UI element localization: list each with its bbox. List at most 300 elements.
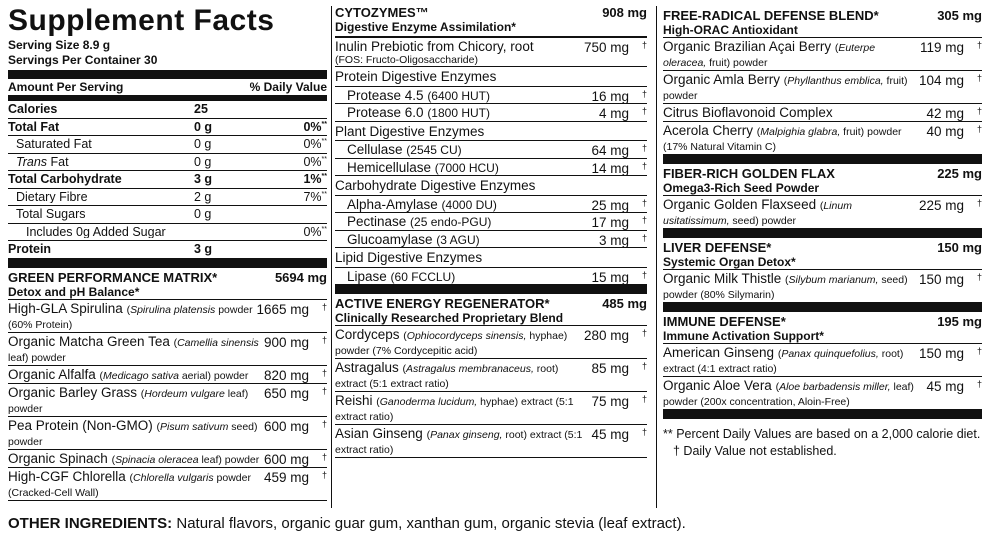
ingredient-qty: 820 mg xyxy=(263,367,309,383)
ingredient-name: Cordyceps xyxy=(335,327,404,342)
enzyme-group-title: Protein Digestive Enzymes xyxy=(335,67,647,87)
ingredient-latin: Panax quinquefolius, xyxy=(781,347,879,360)
ingredient-detail: leaf) powder xyxy=(8,387,249,415)
ingredient-row xyxy=(335,196,647,214)
nutrient-label: Total Carbohydrate xyxy=(8,173,122,186)
nutrient-label: Trans Fat xyxy=(16,155,69,168)
ingredient-paren: ( xyxy=(111,453,116,466)
blend-header xyxy=(663,6,982,37)
dagger-mark: † xyxy=(321,469,327,480)
ingredient-label xyxy=(8,366,264,383)
ingredient-qty: 150 mg xyxy=(918,271,964,287)
enzyme-unit: (2545 CU) xyxy=(406,143,462,157)
ingredient-name: Organic Golden Flaxseed xyxy=(663,196,820,212)
blend-subtitle: Immune Activation Support* xyxy=(663,328,824,343)
ingredient-latin: Ganoderma lucidum, xyxy=(379,396,478,408)
ingredient-row xyxy=(663,71,982,104)
blend-subtitle: Systemic Organ Detox* xyxy=(663,254,796,269)
blend-title-wrap xyxy=(663,315,937,343)
ingredient-name: Alpha-Amylase xyxy=(347,196,442,212)
ingredient-name: American Ginseng xyxy=(663,344,778,360)
enzyme-unit: (60 FCCLU) xyxy=(390,269,456,284)
nutrient-label: Saturated Fat xyxy=(16,138,92,151)
blend-title: IMMUNE DEFENSE* xyxy=(663,313,786,329)
ingredient-name: Pectinase xyxy=(347,214,411,229)
blend-title-wrap xyxy=(8,271,275,299)
liver-block xyxy=(663,238,982,303)
ingredient-label xyxy=(663,122,926,154)
dagger-mark: † xyxy=(976,197,982,208)
ingredient-row xyxy=(663,38,982,71)
ingredient-qty: 45 mg xyxy=(926,378,964,394)
ingredient-row xyxy=(8,468,327,501)
ingredient-label xyxy=(335,359,591,391)
ingredient-row xyxy=(335,392,647,425)
servings-per-container: Servings Per Container 30 xyxy=(8,53,158,67)
serving-size: Serving Size 8.9 g xyxy=(8,38,111,52)
nutrient-dv: 0%** xyxy=(303,224,327,239)
nutrient-amount: 0 g xyxy=(194,137,212,151)
ingredient-name: Organic Milk Thistle xyxy=(663,270,786,286)
ingredient-detail: aerial) powder xyxy=(178,369,249,382)
divider xyxy=(663,155,982,164)
dagger-mark: † xyxy=(321,367,327,378)
ingredient-detail: leaf) powder xyxy=(198,453,260,466)
ingredient-row xyxy=(8,450,327,468)
nutrient-label: Includes 0g Added Sugar xyxy=(26,225,166,238)
other-text: Natural flavors, organic guar gum, xanthan gum, organic stevia (leaf extract). xyxy=(172,515,686,532)
blend-qty: 195 mg xyxy=(937,313,982,329)
blend-qty: 5694 mg xyxy=(274,269,327,285)
ingredient-latin: Astragalus membranaceus, xyxy=(406,363,534,375)
ingredient-latin: Linum usitatissimum, xyxy=(663,199,852,227)
ingredient-name: Organic Barley Grass xyxy=(8,384,141,400)
blend-subtitle: Omega3-Rich Seed Powder xyxy=(663,180,820,195)
ingredient-label xyxy=(8,417,264,449)
ingredient-qty: 75 mg xyxy=(591,394,629,409)
ingredient-label xyxy=(663,196,919,228)
ingredient-detail: root) extract (5:1 extract ratio) xyxy=(335,363,559,390)
ingredient-name: High-GLA Spirulina xyxy=(8,300,127,316)
dagger-mark: † xyxy=(976,271,982,282)
ingredient-label xyxy=(335,87,591,103)
ingredient-qty: 104 mg xyxy=(918,73,964,88)
ingredient-latin: Camellia sinensis xyxy=(177,336,259,349)
ingredient-qty: 15 mg xyxy=(591,269,629,285)
nutrient-label: Total Sugars xyxy=(16,208,86,221)
ingredient-row xyxy=(335,159,647,177)
ingredient-paren: ( xyxy=(783,75,788,87)
ingredient-label xyxy=(663,38,920,70)
ingredient-name: Organic Spinach xyxy=(8,450,112,466)
blend-title-wrap xyxy=(663,167,937,195)
ingredient-detail: fruit) powder xyxy=(663,75,908,102)
ingredient-row xyxy=(335,213,647,231)
dagger-mark: † xyxy=(976,345,982,356)
ingredient-qty: 600 mg xyxy=(263,418,309,434)
dagger-mark: † xyxy=(976,123,982,134)
dagger-mark: † xyxy=(641,88,647,99)
ingredient-detail: seed) powder (80% Silymarin) xyxy=(663,273,908,301)
ingredient-name: High-CGF Chlorella xyxy=(8,468,130,484)
nutrient-label: Dietary Fibre xyxy=(16,190,88,203)
dagger-mark: † xyxy=(641,232,647,243)
ingredient-qty: 280 mg xyxy=(583,328,629,343)
ingredient-label xyxy=(663,71,919,103)
enzyme-group-title: Plant Digestive Enzymes xyxy=(335,122,647,142)
ingredient-name: Organic Alfalfa xyxy=(8,366,100,382)
ingredient-label xyxy=(8,384,264,416)
ingredient-detail: (FOS: Fructo-Oligosaccharide) xyxy=(335,54,478,66)
ingredient-paren: ( xyxy=(156,420,161,433)
ingredient-paren: ( xyxy=(140,387,145,400)
ingredient-row xyxy=(8,417,327,450)
ingredient-label xyxy=(8,300,256,332)
ingredient-latin: Euterpe oleracea, xyxy=(663,42,876,69)
ingredient-qty: 85 mg xyxy=(591,361,629,376)
nutrient-amount: 3 g xyxy=(194,172,213,186)
footnotes xyxy=(663,419,982,458)
blend-title: FIBER-RICH GOLDEN FLAX xyxy=(663,165,835,181)
blend-title: GREEN PERFORMANCE MATRIX* xyxy=(8,269,218,285)
blend-title: ACTIVE ENERGY REGENERATOR* xyxy=(335,296,550,311)
ingredient-latin: Medicago sativa xyxy=(103,369,179,382)
dagger-mark: † xyxy=(641,269,647,280)
ingredient-row xyxy=(335,141,647,159)
ingredient-detail: powder (60% Protein) xyxy=(8,303,253,331)
ingredient-label xyxy=(335,104,599,120)
dagger-mark: † xyxy=(641,394,647,404)
ingredient-name: Astragalus xyxy=(335,360,403,375)
divider xyxy=(663,410,982,419)
nutrient-row xyxy=(8,171,327,189)
ingredient-name: Cellulase xyxy=(347,142,407,157)
nutrient-label-italic: Trans xyxy=(16,155,48,168)
blend-qty: 225 mg xyxy=(937,165,982,181)
blend-qty: 305 mg xyxy=(937,8,982,23)
ingredient-name: Glucoamylase xyxy=(347,231,437,247)
dagger-mark: † xyxy=(976,106,982,116)
enzyme-list xyxy=(335,67,647,285)
ingredient-label xyxy=(663,270,919,302)
ingredient-qty: 25 mg xyxy=(591,197,629,213)
dagger-mark: † xyxy=(641,197,647,208)
ingredient-name: Protease 4.5 xyxy=(347,87,428,103)
facts-column-1 xyxy=(8,6,327,501)
ingredient-row xyxy=(335,104,647,122)
amount-header: Amount Per Serving xyxy=(8,80,124,94)
ingredient-label xyxy=(335,268,591,284)
cytozymes-header xyxy=(335,6,647,34)
footnote-mark: ** xyxy=(321,138,327,145)
dagger-mark: † xyxy=(321,301,327,312)
ingredient-row xyxy=(663,122,982,155)
nutrient-label: Protein xyxy=(8,243,52,256)
footnote-dagger: † Daily Value not established. xyxy=(673,443,837,458)
ingredient-name: Lipase xyxy=(347,268,391,284)
ingredient-qty: 650 mg xyxy=(263,385,309,401)
ingredient-qty: 150 mg xyxy=(918,345,964,361)
footnote-mark: ** xyxy=(321,120,327,128)
energy-block xyxy=(335,294,647,458)
ingredient-name: Acerola Cherry xyxy=(663,122,757,138)
dagger-mark: † xyxy=(321,451,327,462)
footnote-mark: ** xyxy=(321,225,327,233)
nutrient-amount: 25 xyxy=(194,102,208,116)
dagger-mark: † xyxy=(641,160,647,171)
footnote-mark: ** xyxy=(321,190,327,198)
footnote-mark: ** xyxy=(321,173,327,180)
ingredient-row xyxy=(8,333,327,366)
ingredient-latin: Phyllanthus emblica, xyxy=(787,75,884,87)
ingredient-label xyxy=(335,141,591,157)
ingredient-label xyxy=(335,425,591,457)
ingredient-name: Organic Aloe Vera xyxy=(663,377,776,393)
dagger-mark: † xyxy=(976,40,982,50)
ingredient-row xyxy=(663,196,982,229)
ingredient-label xyxy=(335,196,591,212)
ingredient-row xyxy=(335,326,647,359)
enzyme-group-title: Lipid Digestive Enzymes xyxy=(335,248,647,268)
dagger-mark: † xyxy=(641,328,647,338)
footnote-dv: ** Percent Daily Values are based on a 2,000 calorie diet. xyxy=(663,426,981,441)
blend-title-wrap xyxy=(663,9,937,37)
dagger-mark: † xyxy=(976,378,982,389)
ingredient-label xyxy=(8,450,264,467)
ingredient-qty: 750 mg xyxy=(583,40,629,55)
ingredient-label xyxy=(8,333,264,365)
flax-block xyxy=(663,164,982,229)
ingredient-label xyxy=(8,468,264,500)
ingredient-detail: root) extract (4:1 extract ratio) xyxy=(663,347,904,375)
ingredient-detail: hyphae) powder (7% Cordycepitic acid) xyxy=(335,330,568,357)
ingredient-row xyxy=(663,377,982,410)
enzyme-unit: (7000 HCU) xyxy=(434,160,499,175)
ingredient-qty: 1665 mg xyxy=(256,301,309,317)
enzyme-unit: (3 AGU) xyxy=(436,232,480,247)
blend-subtitle: High-ORAC Antioxidant xyxy=(663,23,798,37)
divider xyxy=(663,229,982,238)
ingredient-detail: hyphae) extract (5:1 extract ratio) xyxy=(335,396,574,423)
immune-block xyxy=(663,312,982,410)
ingredient-qty: 40 mg xyxy=(926,123,964,139)
ingredient-label xyxy=(335,213,591,229)
ingredient-qty: 16 mg xyxy=(591,88,629,104)
nutrient-row xyxy=(8,224,327,242)
blend-title: LIVER DEFENSE* xyxy=(663,239,772,255)
dv-header: % Daily Value xyxy=(249,80,327,94)
blend-title: CYTOZYMES™ xyxy=(335,5,429,20)
facts-column-3 xyxy=(663,6,982,461)
blend-subtitle: Digestive Enzyme Assimilation* xyxy=(335,20,516,34)
ingredient-paren: ( xyxy=(785,273,789,286)
ingredient-row xyxy=(335,425,647,458)
ingredient-paren: ( xyxy=(756,125,761,138)
ingredient-paren: ( xyxy=(376,396,380,408)
dagger-mark: † xyxy=(321,385,327,396)
ingredient-latin: Spirulina platensis xyxy=(130,303,216,316)
dagger-mark: † xyxy=(976,73,982,83)
ingredient-paren: ( xyxy=(126,303,131,316)
enzyme-group-title: Carbohydrate Digestive Enzymes xyxy=(335,176,647,196)
ingredient-qty: 600 mg xyxy=(263,451,309,467)
ingredient-label xyxy=(663,344,919,376)
enzyme-unit: (6400 HUT) xyxy=(427,88,490,103)
green-matrix-block xyxy=(8,268,327,501)
nutrient-amount: 0 g xyxy=(194,154,212,169)
blend-title-wrap xyxy=(663,241,937,269)
ingredient-row xyxy=(8,300,327,333)
nutrient-list xyxy=(8,101,327,259)
nutrient-amount: 0 g xyxy=(194,207,212,221)
radical-block xyxy=(663,6,982,155)
nutrient-dv: 7%** xyxy=(303,189,327,204)
column-divider xyxy=(656,6,657,508)
ingredient-label xyxy=(663,377,926,409)
blend-subtitle: Clinically Researched Proprietary Blend xyxy=(335,311,564,325)
ingredient-row xyxy=(335,359,647,392)
ingredient-paren: ( xyxy=(426,429,431,441)
dagger-mark: † xyxy=(641,106,647,116)
ingredient-latin: Aloe barbadensis miller, xyxy=(779,380,891,393)
nutrient-row xyxy=(8,206,327,224)
enzyme-unit: (4000 DU) xyxy=(441,197,497,212)
ingredient-latin: Hordeum vulgare xyxy=(144,387,225,400)
nutrient-amount: 2 g xyxy=(194,189,212,204)
ingredient-detail: seed) powder xyxy=(729,214,797,227)
facts-column-2 xyxy=(335,6,647,458)
ingredient-qty: 45 mg xyxy=(591,427,629,442)
ingredient-label xyxy=(335,326,584,358)
other-ingredients xyxy=(8,516,686,531)
ingredient-latin: Chlorella vulgaris xyxy=(133,471,214,484)
ingredient-row xyxy=(663,270,982,303)
ingredient-name: Reishi xyxy=(335,393,377,408)
enzyme-unit: (1800 HUT) xyxy=(427,106,490,120)
ingredient-paren: ( xyxy=(129,471,134,484)
nutrient-amount: 0 g xyxy=(194,119,213,134)
enzyme-unit: (25 endo-PGU) xyxy=(410,215,492,229)
blend-qty: 150 mg xyxy=(937,239,982,255)
nutrient-row xyxy=(8,189,327,207)
ingredient-latin: Pisum sativum xyxy=(160,420,229,433)
other-label: OTHER INGREDIENTS: xyxy=(8,515,173,532)
ingredient-qty: 459 mg xyxy=(263,469,309,485)
nutrient-row xyxy=(8,136,327,154)
ingredient-label xyxy=(663,104,926,120)
ingredient-name: Organic Brazilian Açai Berry xyxy=(663,39,835,54)
ingredient-detail: fruit) powder (17% Natural Vitamin C) xyxy=(663,125,902,153)
blend-header xyxy=(663,164,982,195)
ingredient-qty: 4 mg xyxy=(598,106,629,121)
divider xyxy=(8,70,327,79)
dagger-mark: † xyxy=(641,143,647,153)
dagger-mark: † xyxy=(641,40,647,50)
ingredient-detail: leaf) powder xyxy=(8,351,66,364)
dagger-mark: † xyxy=(641,361,647,371)
ingredient-qty: 225 mg xyxy=(918,197,964,213)
ingredient-paren: ( xyxy=(834,42,839,54)
ingredient-row xyxy=(663,104,982,122)
dagger-mark: † xyxy=(641,427,647,437)
blend-title-wrap xyxy=(335,297,602,325)
ingredient-name: Citrus Bioflavonoid Complex xyxy=(663,105,833,120)
ingredient-row xyxy=(335,38,647,67)
blend-qty: 908 mg xyxy=(602,5,647,20)
nutrient-row xyxy=(8,154,327,172)
ingredient-detail: root) extract (5:1 extract ratio) xyxy=(335,429,583,456)
blend-qty: 485 mg xyxy=(602,296,647,311)
divider xyxy=(663,303,982,312)
table-header xyxy=(8,79,327,96)
divider xyxy=(335,285,647,294)
ingredient-row xyxy=(663,344,982,377)
nutrient-label: Calories xyxy=(8,103,58,116)
nutrient-dv: 1%** xyxy=(303,172,327,186)
footnote-mark: ** xyxy=(321,155,327,163)
ingredient-name: Organic Matcha Green Tea xyxy=(8,333,174,349)
page-title: Supplement Facts xyxy=(8,4,275,37)
blend-header xyxy=(663,312,982,343)
ingredient-latin: Spinacia oleracea xyxy=(115,453,199,466)
ingredient-name: Inulin Prebiotic from Chicory, root xyxy=(335,39,534,54)
ingredient-row xyxy=(8,366,327,384)
ingredient-qty: 119 mg xyxy=(919,40,964,55)
ingredient-row xyxy=(335,268,647,286)
nutrient-row xyxy=(8,101,327,119)
ingredient-paren: ( xyxy=(403,330,407,342)
ingredient-latin: Malpighia glabra, xyxy=(760,125,841,138)
ingredient-row xyxy=(335,231,647,249)
ingredient-row xyxy=(335,87,647,105)
ingredient-row xyxy=(8,384,327,417)
ingredient-paren: ( xyxy=(777,347,782,360)
ingredient-label xyxy=(335,392,591,424)
dagger-mark: † xyxy=(321,334,327,345)
ingredient-latin: Ophiocordyceps sinensis, xyxy=(406,330,527,342)
nutrient-dv: 0%** xyxy=(303,137,327,151)
nutrient-row xyxy=(8,241,327,259)
ingredient-qty: 42 mg xyxy=(926,106,964,121)
dagger-mark: † xyxy=(641,215,647,225)
ingredient-detail: leaf) powder (200x concentration, Aloin-Free) xyxy=(663,380,914,408)
ingredient-label xyxy=(335,231,599,247)
nutrient-dv: 0%** xyxy=(303,119,327,134)
column-divider xyxy=(331,6,332,508)
nutrient-amount: 3 g xyxy=(194,242,213,256)
ingredient-latin: Panax ginseng, xyxy=(430,429,503,441)
nutrient-label: Total Fat xyxy=(8,120,60,133)
ingredient-name: Hemicellulase xyxy=(347,159,435,175)
ingredient-name: Asian Ginseng xyxy=(335,426,427,441)
blend-header xyxy=(335,294,647,325)
divider xyxy=(8,259,327,268)
ingredient-qty: 64 mg xyxy=(591,143,629,158)
ingredient-qty: 900 mg xyxy=(263,334,309,350)
ingredient-detail: seed) powder xyxy=(8,420,258,448)
ingredient-detail: fruit) powder xyxy=(706,57,768,69)
ingredient-paren: ( xyxy=(402,363,407,375)
nutrient-dv: 0%** xyxy=(303,154,327,169)
ingredient-name: Pea Protein (Non-GMO) xyxy=(8,417,157,433)
ingredient-paren: ( xyxy=(99,369,104,382)
ingredient-label xyxy=(335,159,591,175)
blend-title: FREE-RADICAL DEFENSE BLEND* xyxy=(663,8,879,23)
ingredient-paren: ( xyxy=(819,199,824,212)
blend-subtitle: Detox and pH Balance* xyxy=(8,284,140,299)
blend-header xyxy=(663,238,982,269)
ingredient-qty: 17 mg xyxy=(591,215,629,230)
